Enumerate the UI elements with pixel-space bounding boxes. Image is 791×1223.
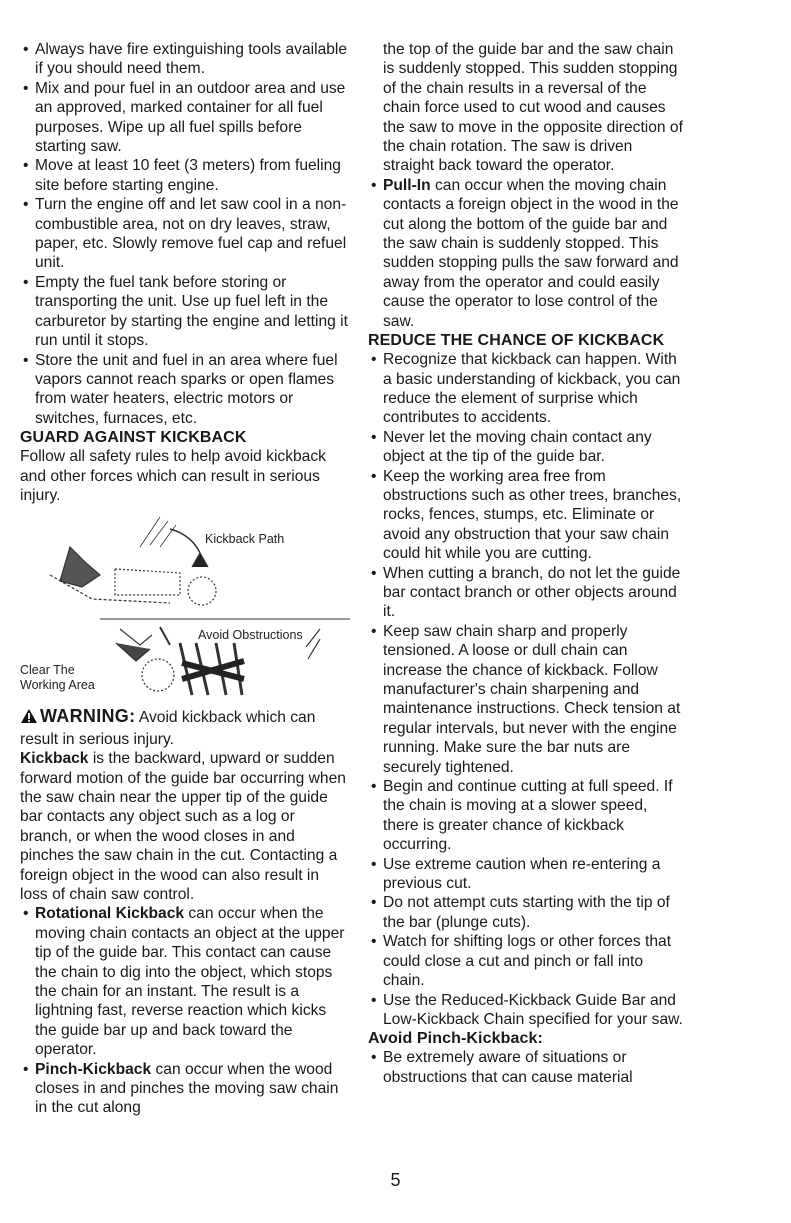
guard-against-kickback-text: Follow all safety rules to help avoid kickback and other forces which can result in serious injury. bbox=[20, 448, 326, 504]
kickback-path-label: Kickback Path bbox=[205, 532, 285, 547]
pull-in-term: Pull-In bbox=[383, 176, 431, 194]
avoid-obstructions-label: Avoid Obstructions bbox=[198, 628, 303, 643]
right-column bbox=[368, 40, 686, 1087]
list-item: • Do not attempt cuts starting with the tip of the bar (plunge cuts). bbox=[368, 893, 686, 932]
list-item: • Store the unit and fuel in an area where fuel vapors cannot reach sparks or open flames from water heaters, electric motors or switches, furnaces, etc. bbox=[20, 351, 350, 429]
list-item: • Turn the engine off and let saw cool in a non-combustible area, not on dry leaves, straw, paper, etc. Slowly remove fuel cap and refuel unit. bbox=[20, 195, 350, 273]
pinch-kickback-term: Pinch-Kickback bbox=[35, 1060, 152, 1078]
reduce-kickback-heading: REDUCE THE CHANCE OF KICKBACK bbox=[368, 332, 665, 350]
list-item: • Keep the working area free from obstructions such as other trees, branches, rocks, fences, stumps, etc. Eliminate or avoid any obstruction that your saw chain could hit while you are cutting. bbox=[368, 467, 686, 564]
clear-working-area-illustration bbox=[20, 639, 350, 701]
list-item: • Use extreme caution when re-entering a previous cut. bbox=[368, 855, 686, 894]
kickback-types-list bbox=[20, 904, 350, 1117]
list-item: • Never let the moving chain contact any object at the tip of the guide bar. bbox=[368, 428, 686, 467]
avoid-pinch-kickback-heading: Avoid Pinch-Kickback: bbox=[368, 1030, 543, 1048]
pinch-kickback-text: can occur when the wood closes in and pinches the moving saw chain in the cut along bbox=[35, 1060, 339, 1117]
clear-the-label: Clear The bbox=[20, 663, 75, 678]
list-item: • Recognize that kickback can happen. With a basic understanding of kickback, you can reduce the element of surprise which contributes to accidents. bbox=[368, 350, 686, 428]
list-item: • Use the Reduced-Kickback Guide Bar and Low-Kickback Chain specified for your saw. bbox=[368, 991, 686, 1030]
pull-in-list bbox=[368, 176, 686, 331]
avoid-pinch-list bbox=[368, 1048, 686, 1087]
kickback-drawing bbox=[20, 507, 350, 647]
page-number: 5 bbox=[390, 1170, 401, 1190]
list-item: • Empty the fuel tank before storing or transporting the unit. Use up fuel left in the carburetor by starting the engine and letting it run until it stops. bbox=[20, 273, 350, 351]
warning-text: Avoid kickback which can result in serious injury. bbox=[20, 709, 316, 748]
rotational-kickback-term: Rotational Kickback bbox=[35, 905, 185, 923]
list-item: • Mix and pour fuel in an outdoor area and use an approved, marked container for all fuel purposes. Wipe up all fuel spills before starting saw. bbox=[20, 79, 350, 157]
warning-label: WARNING: bbox=[40, 706, 136, 727]
warning-triangle-icon bbox=[20, 708, 38, 729]
list-item bbox=[20, 1060, 350, 1118]
list-item: • Begin and continue cutting at full speed. If the chain is moving at a slower speed, there is greater chance of kickback occurring. bbox=[368, 777, 686, 855]
list-item: • When cutting a branch, do not let the guide bar contact branch or other objects around it. bbox=[368, 564, 686, 622]
list-item bbox=[368, 176, 686, 331]
list-item: • Always have fire extinguishing tools available if you should need them. bbox=[20, 40, 350, 79]
fuel-safety-list bbox=[20, 40, 350, 428]
kickback-illustration bbox=[20, 507, 350, 647]
pull-in-text: can occur when the moving chain contacts a foreign object in the wood in the cut along the bottom of the guide bar and the saw chain is suddenly stopped. This sudden stopping pulls the saw forward and away from the operator and could easily cause the operator to lose control of the saw. bbox=[383, 176, 679, 330]
list-item: • Keep saw chain sharp and properly tensioned. A loose or dull chain can increase the chance of kickback. Follow manufacturer's chain sharpening and maintenance instructions. Check tension at regular intervals, but never with the engine running. Make sure the bar nuts are securely tightened. bbox=[368, 622, 686, 777]
warning-paragraph bbox=[20, 707, 350, 749]
kickback-definition-text: is the backward, upward or sudden forward motion of the guide bar occurring when the saw chain near the upper tip of the guide bar contacts any object such as a log or branch, or when the wood closes in and pinches the saw chain in the cut. Contacting a foreign object in the wood can also result in loss of chain saw control. bbox=[20, 750, 346, 903]
guard-against-kickback-heading: GUARD AGAINST KICKBACK bbox=[20, 429, 247, 447]
kickback-term: Kickback bbox=[20, 750, 89, 768]
reduce-kickback-list bbox=[368, 350, 686, 1029]
pinch-kickback-continuation: the top of the guide bar and the saw chain is suddenly stopped. This sudden stopping of the chain results in a reversal of the chain force used to cut wood and causes the saw to move in the opposite direction of the chain rotation. The saw is driven straight back toward the operator. bbox=[383, 41, 683, 175]
working-area-label: Working Area bbox=[20, 678, 95, 693]
list-item: • Move at least 10 feet (3 meters) from fueling site before starting engine. bbox=[20, 156, 350, 195]
list-item: • Be extremely aware of situations or obstructions that can cause material bbox=[368, 1048, 686, 1087]
kickback-definition bbox=[20, 749, 350, 904]
list-item bbox=[20, 904, 350, 1059]
warning-block bbox=[20, 707, 350, 1118]
left-column bbox=[20, 40, 350, 1118]
rotational-kickback-text: can occur when the moving chain contacts an object at the upper tip of the guide bar. This contact can cause the chain to dig into the object, which stops the chain for an instant. The result is a lightning fast, reverse reaction which kicks the guide bar up and back toward the operator. bbox=[35, 905, 345, 1059]
list-item: • Watch for shifting logs or other forces that could close a cut and pinch or fall into chain. bbox=[368, 932, 686, 990]
